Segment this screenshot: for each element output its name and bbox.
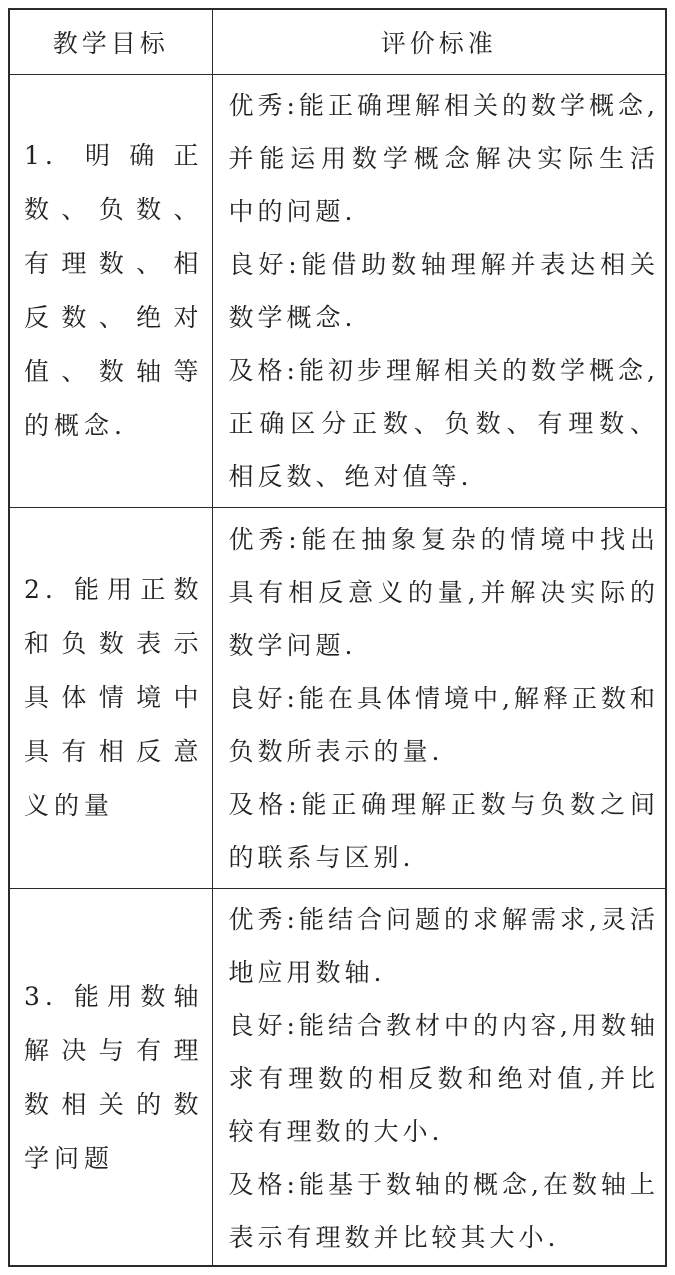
criterion-excellent: 优秀:能正确理解相关的数学概念,并能运用数学概念解决实际生活中的问题.	[228, 91, 659, 226]
criterion-pass: 及格:能初步理解相关的数学概念,正确区分正数、负数、有理数、相反数、绝对值等.	[228, 356, 659, 491]
table-row	[10, 889, 665, 1268]
teaching-goal-cell: 1. 明确正数、负数、有理数、相反数、绝对值、数轴等的概念.	[10, 75, 212, 508]
criterion-good: 良好:能在具体情境中,解释正数和负数所表示的量.	[228, 683, 659, 766]
table-header-row	[10, 10, 665, 75]
evaluation-table	[10, 10, 665, 1267]
evaluation-table-frame	[8, 8, 667, 1267]
criteria-cell	[212, 75, 665, 508]
criterion-good: 良好:能借助数轴理解并表达相关数学概念.	[228, 250, 659, 332]
criterion-excellent: 优秀:能在抽象复杂的情境中找出具有相反意义的量,并解决实际的数学问题.	[228, 524, 659, 660]
criterion-pass: 及格:能基于数轴的概念,在数轴上表示有理数并比较其大小.	[228, 1169, 659, 1252]
table-row	[10, 508, 665, 889]
criteria-cell	[212, 889, 665, 1268]
header-evaluation-criteria: 评价标准	[212, 10, 665, 75]
criterion-excellent: 优秀:能结合问题的求解需求,灵活地应用数轴.	[228, 904, 659, 987]
criterion-pass: 及格:能正确理解正数与负数之间的联系与区别.	[228, 789, 659, 872]
table-row	[10, 75, 665, 508]
header-teaching-goal: 教学目标	[10, 10, 212, 75]
criterion-good: 良好:能结合教材中的内容,用数轴求有理数的相反数和绝对值,并比较有理数的大小.	[228, 1010, 659, 1146]
teaching-goal-cell: 3. 能用数轴解决与有理数相关的数学问题	[10, 889, 212, 1268]
criteria-cell	[212, 508, 665, 889]
teaching-goal-cell: 2. 能用正数和负数表示具体情境中具有相反意义的量	[10, 508, 212, 889]
